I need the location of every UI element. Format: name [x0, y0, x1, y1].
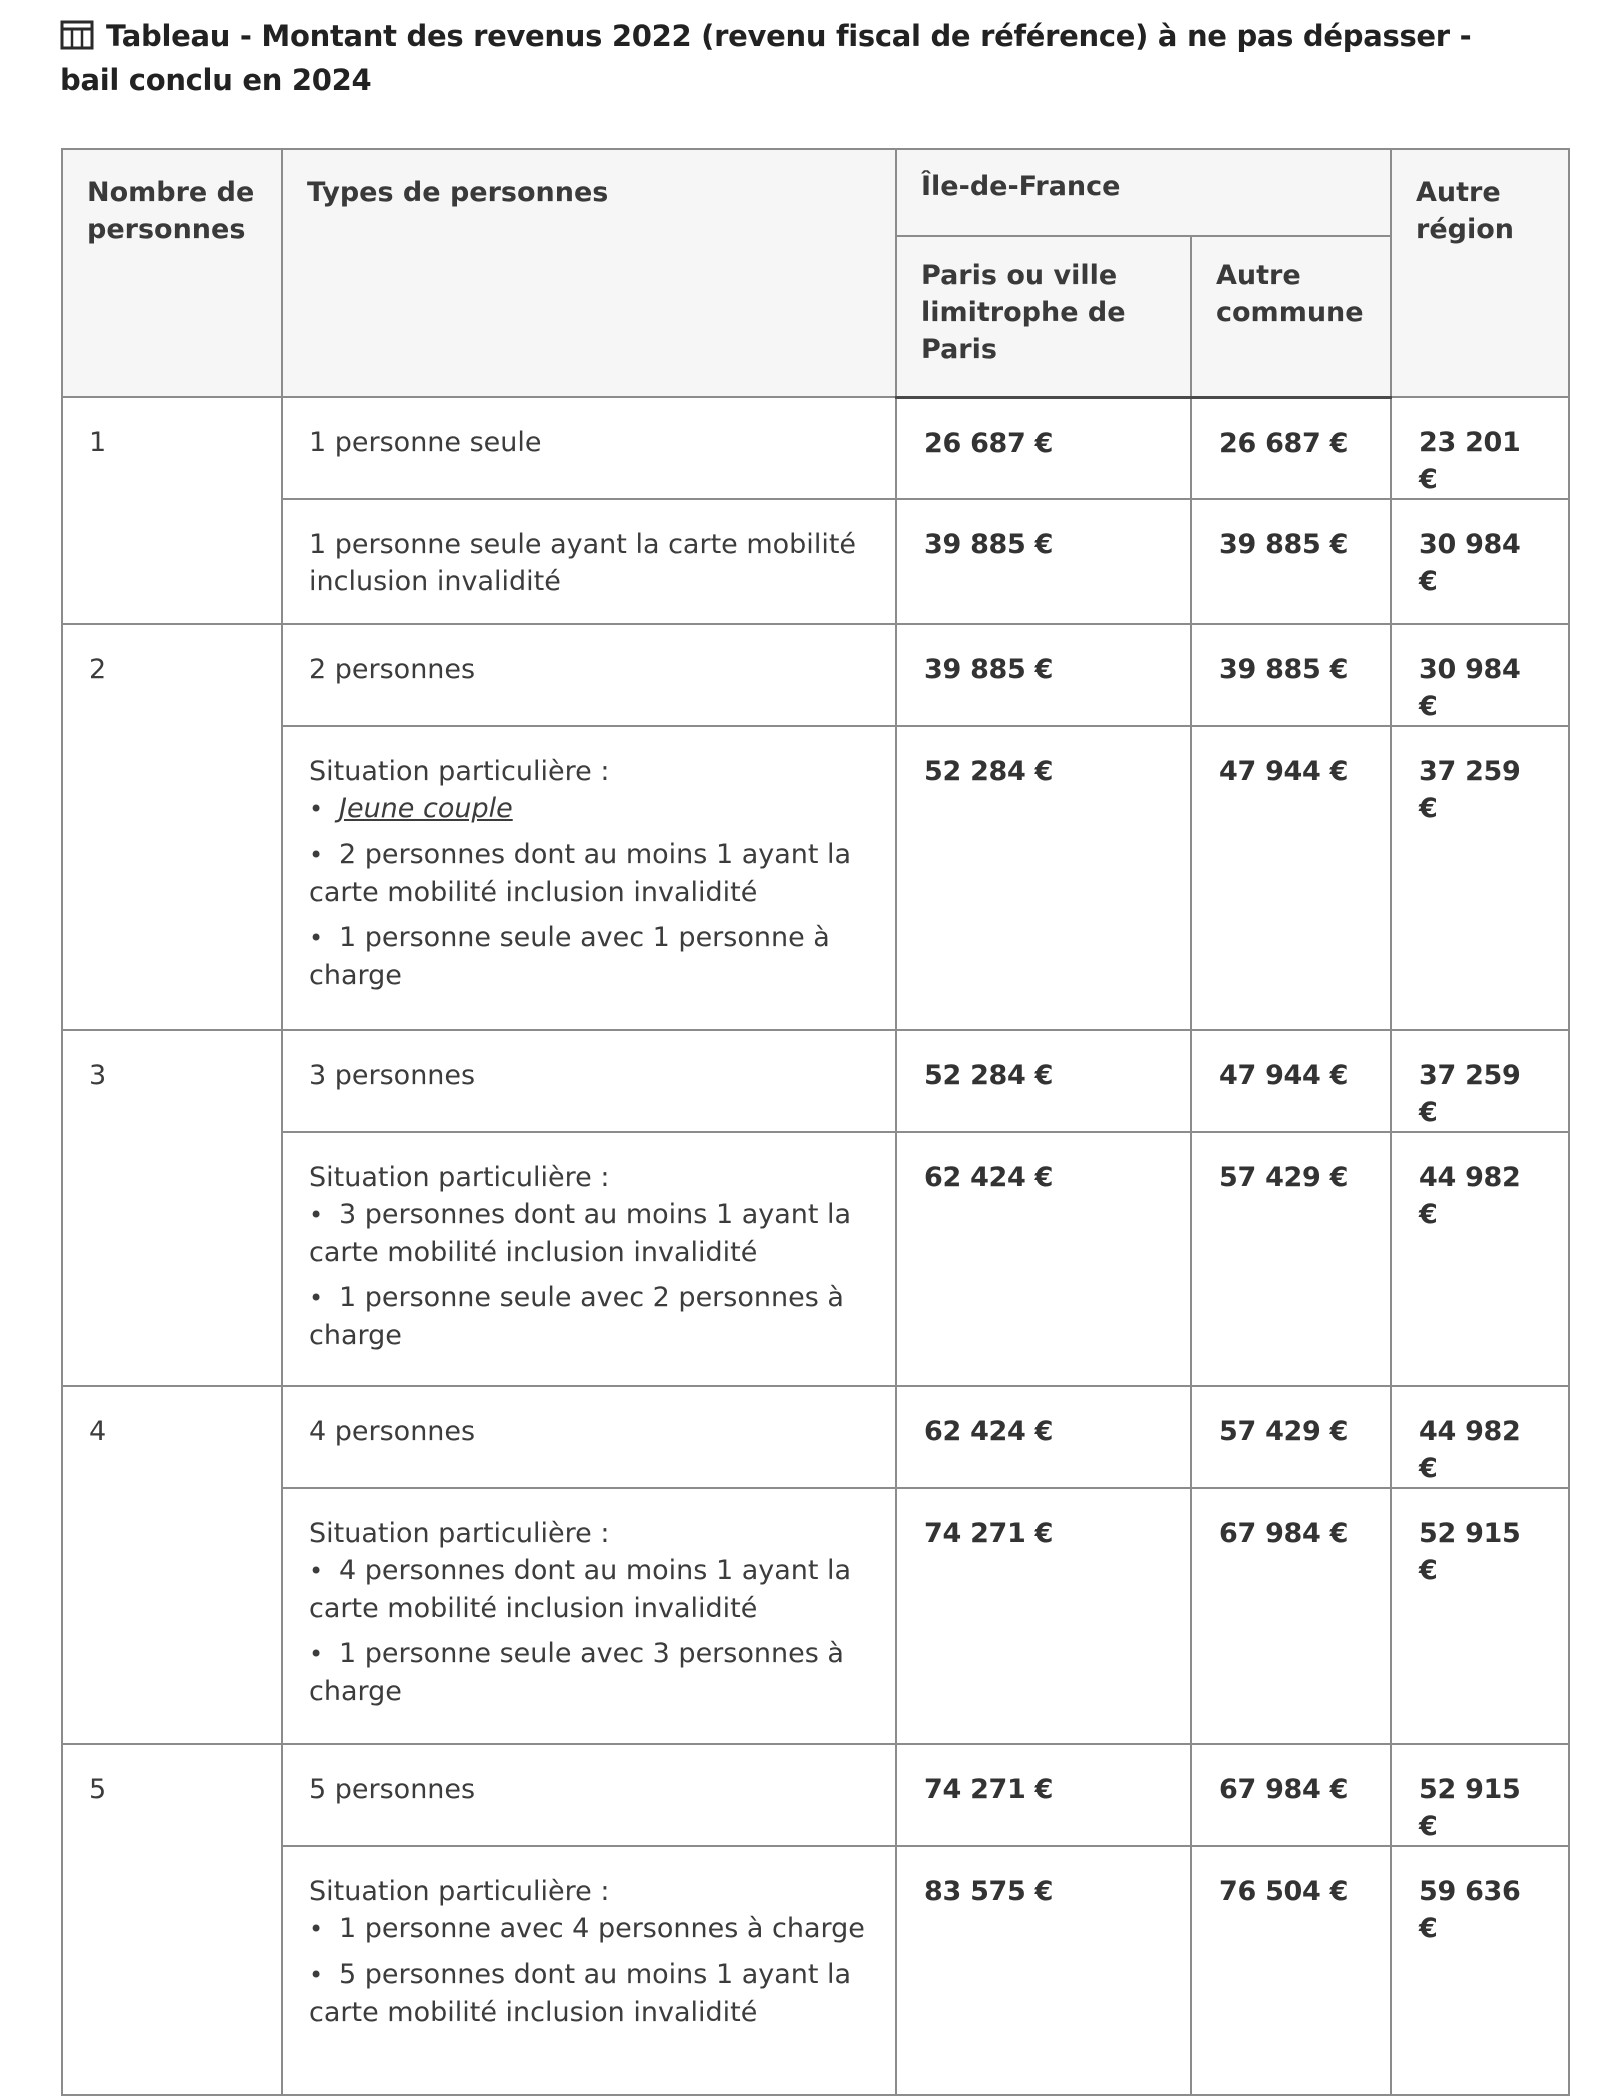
amount-autre-commune-cell: 57 429 €: [1191, 1132, 1391, 1386]
type-personnes-cell: 3 personnes: [282, 1030, 896, 1132]
type-personnes-cell: [282, 726, 896, 1030]
bullet-icon: •: [309, 924, 324, 952]
amount-autre-region-cell: 23 201 €: [1391, 397, 1569, 499]
table-row: [62, 1386, 1569, 1488]
list-item: [309, 790, 869, 828]
list-item: [309, 1910, 869, 1948]
header-types: Types de personnes: [282, 149, 896, 397]
amount-autre-region-cell: 37 259 €: [1391, 1030, 1569, 1132]
amount-autre-region-cell: 44 982 €: [1391, 1386, 1569, 1488]
type-personnes-cell: 5 personnes: [282, 1744, 896, 1846]
list-item: [309, 1956, 869, 2031]
bullet-icon: •: [309, 1557, 324, 1585]
situation-title: Situation particulière :: [309, 756, 610, 787]
header-autre-region: Autre région: [1391, 149, 1569, 397]
amount-autre-commune-cell: 26 687 €: [1191, 397, 1391, 499]
bullet-icon: •: [309, 1961, 324, 1989]
situation-list: [309, 1196, 869, 1354]
amount-autre-commune-cell: 76 504 €: [1191, 1846, 1391, 2095]
bullet-icon: •: [309, 1201, 324, 1229]
bullet-icon: •: [309, 1915, 324, 1943]
nombre-personnes-cell: 4: [62, 1386, 282, 1744]
amount-autre-commune-cell: 39 885 €: [1191, 499, 1391, 624]
table-title: [60, 14, 1540, 102]
type-personnes-cell: 4 personnes: [282, 1386, 896, 1488]
type-personnes-cell: 2 personnes: [282, 624, 896, 726]
amount-autre-region-cell: 52 915 €: [1391, 1488, 1569, 1744]
list-item: [309, 836, 869, 911]
situation-list: [309, 1552, 869, 1710]
situation-title: Situation particulière :: [309, 1518, 610, 1549]
bullet-text: 1 personne seule avec 3 personnes à charge: [309, 1638, 844, 1707]
bullet-text: 1 personne avec 4 personnes à charge: [339, 1913, 865, 1944]
amount-autre-commune-cell: 67 984 €: [1191, 1744, 1391, 1846]
amount-autre-commune-cell: 47 944 €: [1191, 726, 1391, 1030]
amount-autre-region-cell: 30 984 €: [1391, 624, 1569, 726]
bullet-icon: •: [309, 1640, 324, 1668]
bullet-text: 3 personnes dont au moins 1 ayant la carte mobilité inclusion invalidité: [309, 1199, 852, 1268]
header-autre-commune: Autre commune: [1191, 236, 1391, 397]
type-personnes-cell: [282, 1846, 896, 2095]
table-row: [62, 624, 1569, 726]
table-row: [62, 1132, 1569, 1386]
jeune-couple-link[interactable]: Jeune couple: [339, 793, 513, 824]
situation-title: Situation particulière :: [309, 1876, 610, 1907]
header-nombre: Nombre de personnes: [62, 149, 282, 397]
table-row: [62, 1030, 1569, 1132]
table-title-text: Tableau - Montant des revenus 2022 (revenu fiscal de référence) à ne pas dépasser - bail conclu en 2024: [60, 19, 1472, 97]
bullet-text: 2 personnes dont au moins 1 ayant la carte mobilité inclusion invalidité: [309, 839, 852, 908]
amount-paris-cell: 52 284 €: [896, 726, 1191, 1030]
amount-paris-cell: 62 424 €: [896, 1386, 1191, 1488]
amount-autre-region-cell: 52 915 €: [1391, 1744, 1569, 1846]
amount-paris-cell: 52 284 €: [896, 1030, 1191, 1132]
situation-list: [309, 790, 869, 994]
table-row: [62, 1488, 1569, 1744]
type-personnes-cell: [282, 1132, 896, 1386]
bullet-text: 1 personne seule avec 1 personne à charge: [309, 922, 830, 991]
bullet-icon: •: [309, 795, 324, 823]
table-row: [62, 397, 1569, 499]
amount-autre-region-cell: 30 984 €: [1391, 499, 1569, 624]
bullet-icon: •: [309, 841, 324, 869]
amount-paris-cell: 74 271 €: [896, 1744, 1191, 1846]
amount-paris-cell: 83 575 €: [896, 1846, 1191, 2095]
list-item: [309, 1196, 869, 1271]
list-item: [309, 1552, 869, 1627]
amount-paris-cell: 39 885 €: [896, 624, 1191, 726]
nombre-personnes-cell: 1: [62, 397, 282, 624]
table-row: [62, 1744, 1569, 1846]
nombre-personnes-cell: 3: [62, 1030, 282, 1386]
table-row: [62, 726, 1569, 1030]
nombre-personnes-cell: 5: [62, 1744, 282, 2095]
situation-title: Situation particulière :: [309, 1162, 610, 1193]
amount-paris-cell: 39 885 €: [896, 499, 1191, 624]
header-ile-de-france: Île-de-France: [896, 149, 1391, 236]
amount-autre-region-cell: 44 982 €: [1391, 1132, 1569, 1386]
type-personnes-cell: 1 personne seule ayant la carte mobilité inclusion invalidité: [282, 499, 896, 624]
amount-autre-commune-cell: 57 429 €: [1191, 1386, 1391, 1488]
type-personnes-cell: 1 personne seule: [282, 397, 896, 499]
table-row: [62, 1846, 1569, 2095]
type-personnes-cell: [282, 1488, 896, 1744]
list-item: [309, 919, 869, 994]
bullet-text: 5 personnes dont au moins 1 ayant la carte mobilité inclusion invalidité: [309, 1959, 852, 2028]
amount-paris-cell: 62 424 €: [896, 1132, 1191, 1386]
amount-autre-region-cell: 37 259 €: [1391, 726, 1569, 1030]
bullet-text: 1 personne seule avec 2 personnes à charge: [309, 1282, 844, 1351]
amount-autre-region-cell: 59 636 €: [1391, 1846, 1569, 2095]
list-item: [309, 1635, 869, 1710]
nombre-personnes-cell: 2: [62, 624, 282, 1030]
list-item: [309, 1279, 869, 1354]
amount-paris-cell: 74 271 €: [896, 1488, 1191, 1744]
bullet-text: 4 personnes dont au moins 1 ayant la carte mobilité inclusion invalidité: [309, 1555, 852, 1624]
amount-autre-commune-cell: 47 944 €: [1191, 1030, 1391, 1132]
situation-list: [309, 1910, 869, 2031]
table-row: [62, 499, 1569, 624]
amount-autre-commune-cell: 39 885 €: [1191, 624, 1391, 726]
amount-paris-cell: 26 687 €: [896, 397, 1191, 499]
header-paris: Paris ou ville limitrophe de Paris: [896, 236, 1191, 397]
amount-autre-commune-cell: 67 984 €: [1191, 1488, 1391, 1744]
table-icon: [60, 18, 94, 48]
table-body: [62, 397, 1569, 2095]
revenue-limits-table: [61, 148, 1570, 2096]
bullet-icon: •: [309, 1284, 324, 1312]
